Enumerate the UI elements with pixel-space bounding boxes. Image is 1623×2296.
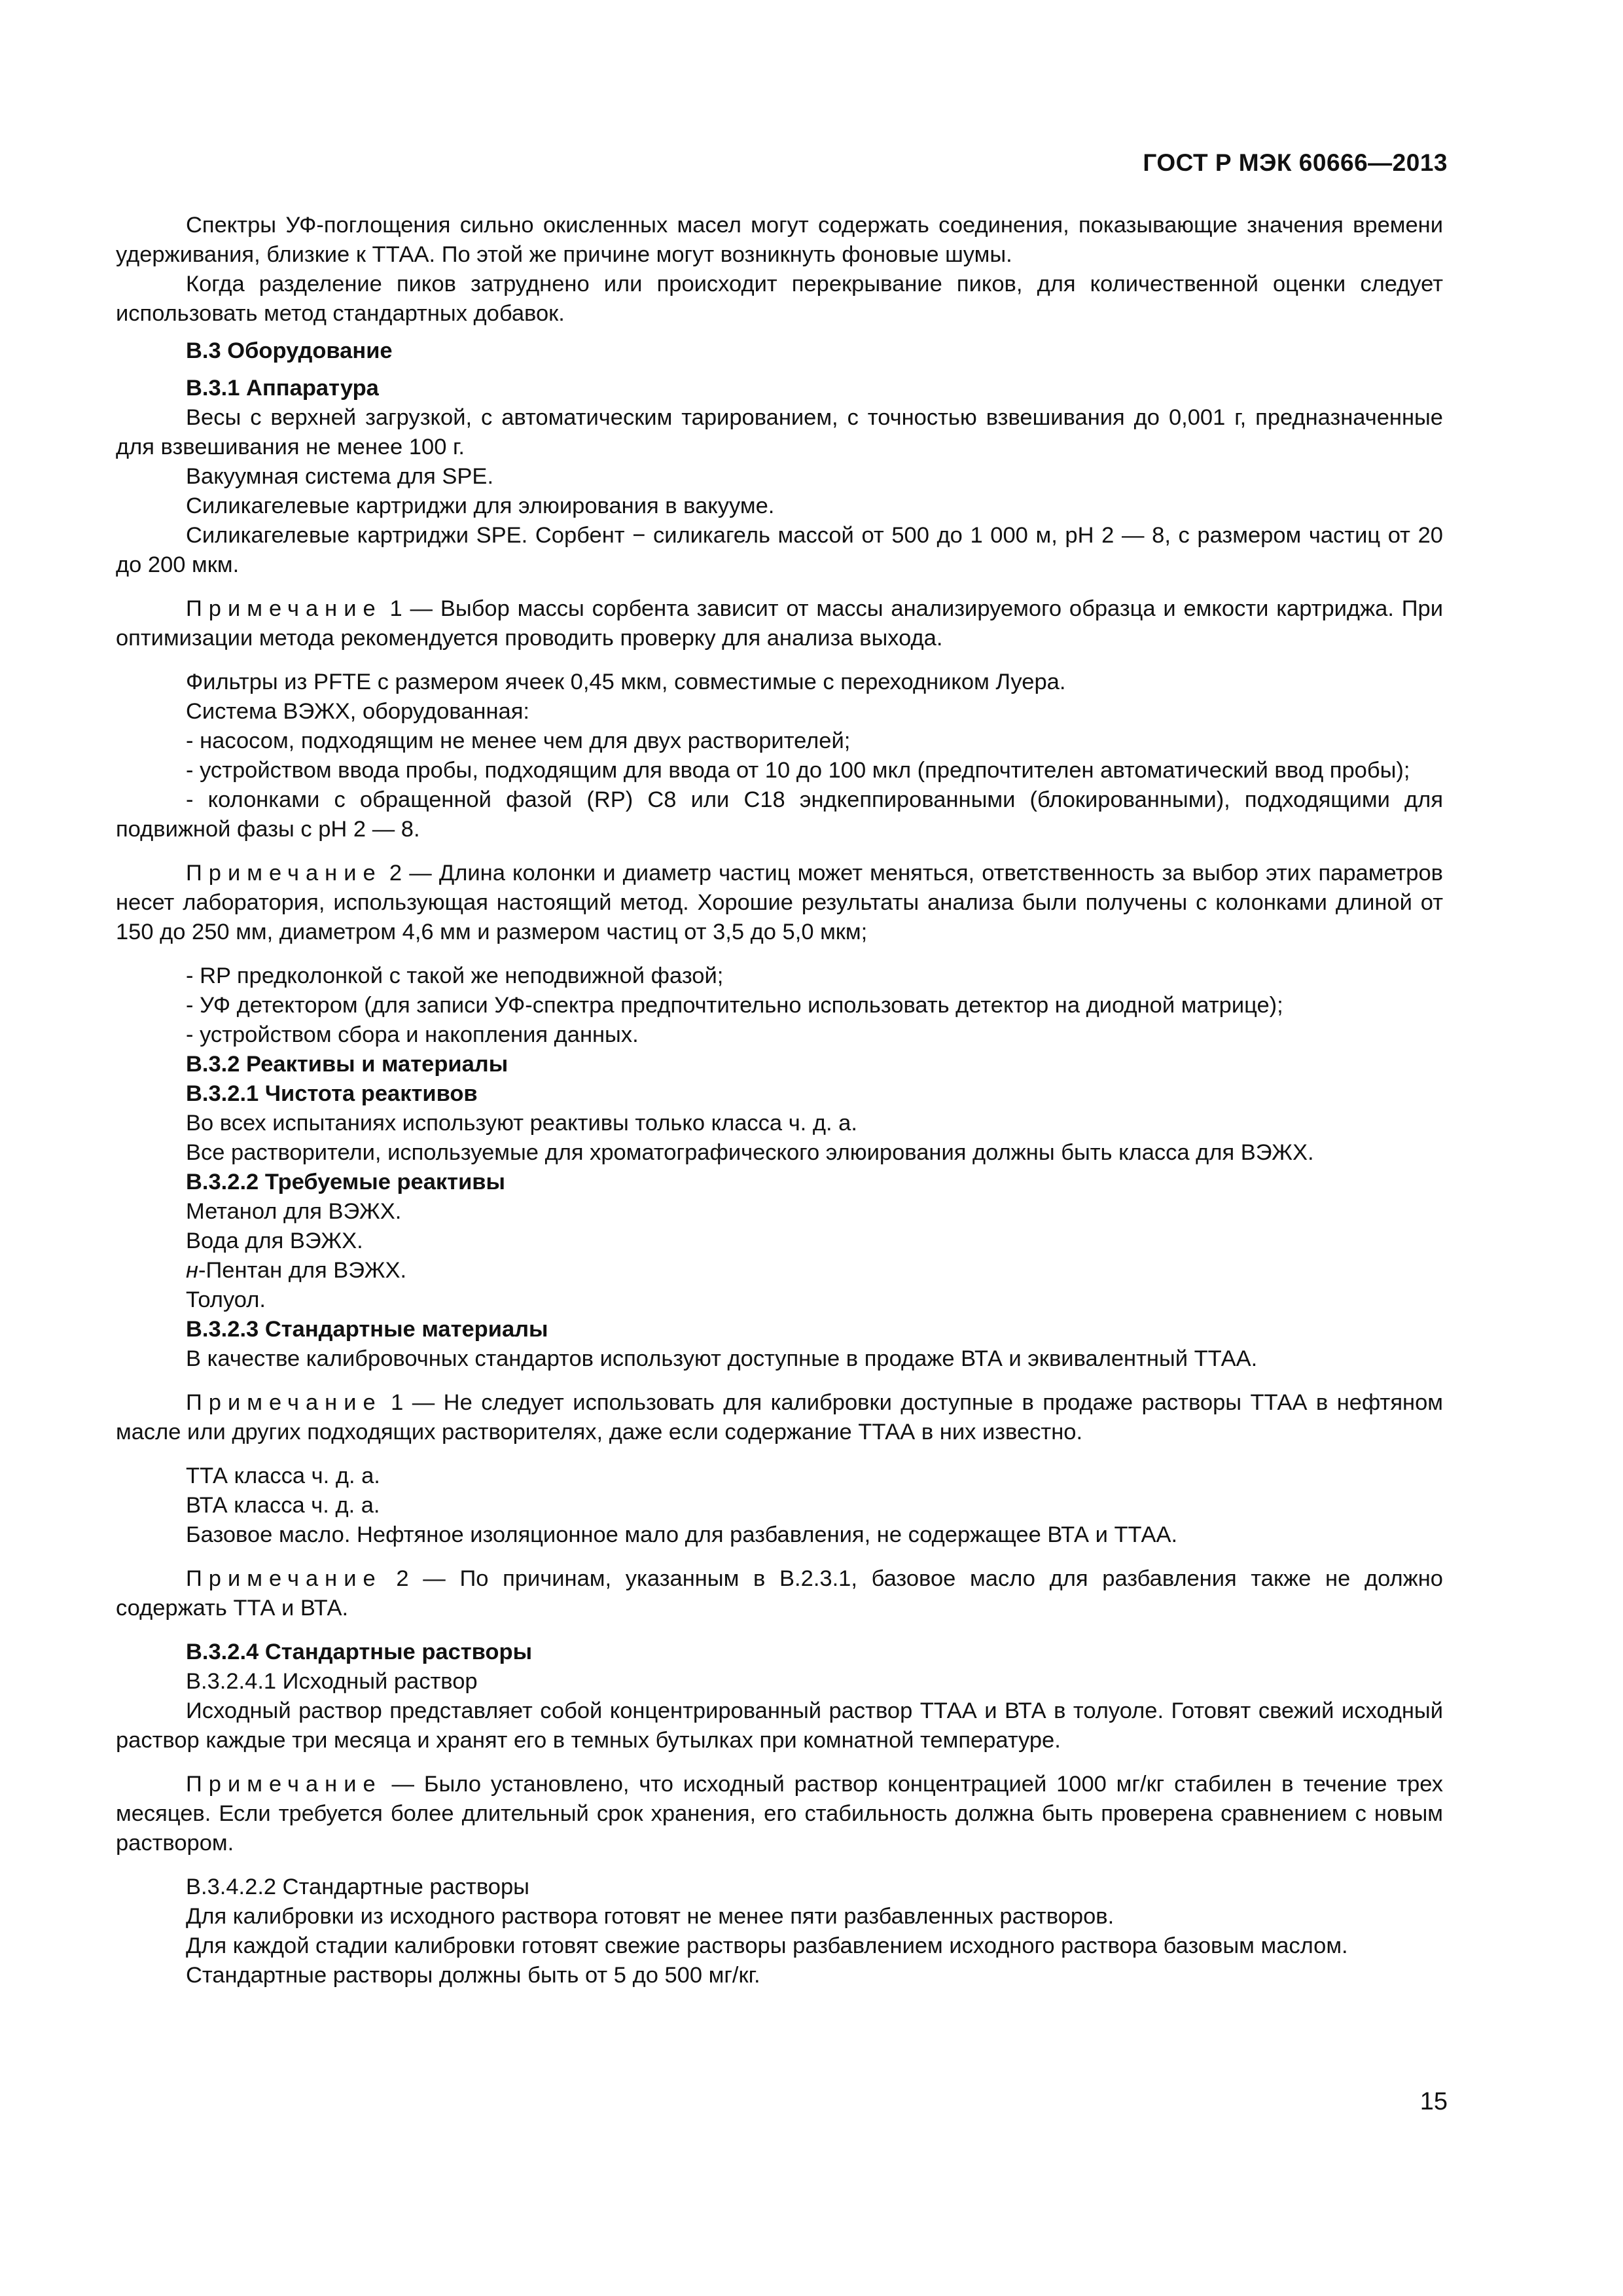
- paragraph: В качестве калибровочных стандартов используют доступные в продаже ВТА и эквивалентный ТТАА.: [186, 1346, 1258, 1371]
- note: [116, 859, 1443, 947]
- note-text: — Было установлено, что исходный раствор концентрацией 1000 мг/кг стабилен в течение трех месяцев. Если требуется более длительный срок хранения, его стабильность должна быть проверена сравнением с новым раствором.: [116, 1772, 1443, 1856]
- note-label: Примечание: [186, 1390, 382, 1415]
- section-heading: В.3.2.4 Стандартные растворы: [186, 1640, 533, 1664]
- document-header: ГОСТ Р МЭК 60666—2013: [1143, 149, 1448, 176]
- list-item: - насосом, подходящим не менее чем для двух растворителей;: [186, 728, 851, 753]
- paragraph: Для калибровки из исходного раствора готовят не менее пяти разбавленных растворов.: [186, 1904, 1115, 1929]
- section-heading: В.3.2.3 Стандартные материалы: [186, 1317, 548, 1342]
- paragraph: Спектры УФ-поглощения сильно окисленных масел могут содержать соединения, показывающие значения времени удерживания, близкие к ТТАА. По этой же причине могут возникнуть фоновые шумы.: [116, 213, 1443, 267]
- paragraph: Метанол для ВЭЖХ.: [186, 1199, 402, 1224]
- list-item: - УФ детектором (для записи УФ-спектра предпочтительно использовать детектор на диодной матрице);: [186, 993, 1283, 1018]
- paragraph: ВТА класса ч. д. а.: [186, 1493, 380, 1518]
- section-heading: В.3.2.1 Чистота реактивов: [186, 1081, 478, 1106]
- note-label: Примечание: [186, 596, 382, 621]
- section-heading: В.3.2 Реактивы и материалы: [186, 1052, 508, 1077]
- note-text: 2 — Длина колонки и диаметр частиц может меняться, ответственность за выбор этих параметров несет лаборатория, использующая настоящий метод. Хорошие результаты анализа были получены с колонками длиной от 150 до 250 мм, диаметром 4,6 мм и размером частиц от 3,5 до 5,0 мкм;: [116, 861, 1443, 944]
- note-text: 2 — По причинам, указанным в В.2.3.1, базовое масло для разбавления также не должно содержать ТТА и ВТА.: [116, 1566, 1443, 1621]
- note-text: 1 — Выбор массы сорбента зависит от массы анализируемого образца и емкости картриджа. При оптимизации метода рекомендуется проводить проверку для анализа выхода.: [116, 596, 1443, 651]
- paragraph: Силикагелевые картриджи SPE. Сорбент − силикагель массой от 500 до 1 000 м, рН 2 — 8, с размером частиц от 20 до 200 мкм.: [116, 523, 1443, 577]
- paragraph: Система ВЭЖХ, оборудованная:: [186, 699, 529, 724]
- list-item: - RP предколонкой с такой же неподвижной фазой;: [186, 963, 724, 988]
- paragraph: Исходный раствор представляет собой концентрированный раствор ТТАА и ВТА в толуоле. Готовят свежий исходный раствор каждые три месяца и хранят его в темных бутылках при комнатной температуре.: [116, 1698, 1443, 1753]
- paragraph: Весы с верхней загрузкой, с автоматическим тарированием, с точностью взвешивания до 0,001 г, предназначенные для взвешивания не менее 100 г.: [116, 405, 1443, 459]
- note: [116, 1388, 1443, 1447]
- paragraph: В.3.4.2.2 Стандартные растворы: [186, 1874, 529, 1899]
- paragraph: Базовое масло. Нефтяное изоляционное мало для разбавления, не содержащее ВТА и ТТАА.: [186, 1522, 1178, 1547]
- italic-prefix: н: [186, 1258, 198, 1283]
- note-label: Примечание: [186, 1566, 382, 1591]
- paragraph: Толуол.: [186, 1287, 266, 1312]
- paragraph: Когда разделение пиков затруднено или происходит перекрывание пиков, для количественной оценки следует использовать метод стандартных добавок.: [116, 272, 1443, 326]
- note: [116, 594, 1443, 653]
- paragraph: Силикагелевые картриджи для элюирования в вакууме.: [186, 493, 775, 518]
- list-item: - устройством сбора и накопления данных.: [186, 1022, 639, 1047]
- note-label: Примечание: [186, 861, 382, 886]
- list-item: - колонками с обращенной фазой (RP) С8 или С18 эндкеппированными (блокированными), подходящими для подвижной фазы с рН 2 — 8.: [116, 787, 1443, 842]
- list-item: - устройством ввода пробы, подходящим для ввода от 10 до 100 мкл (предпочтителен автоматический ввод пробы);: [186, 758, 1410, 783]
- section-heading: В.3.1 Аппаратура: [186, 376, 379, 401]
- note: [116, 1564, 1443, 1623]
- note-text: 1 — Не следует использовать для калибровки доступные в продаже растворы ТТАА в нефтяном масле или других подходящих растворителях, даже если содержание ТТАА в них известно.: [116, 1390, 1443, 1444]
- page-number: 15: [1419, 2088, 1448, 2115]
- paragraph-text: -Пентан для ВЭЖХ.: [198, 1258, 407, 1283]
- paragraph: [116, 1256, 1443, 1285]
- paragraph: ТТА класса ч. д. а.: [186, 1463, 380, 1488]
- paragraph: Во всех испытаниях используют реактивы только класса ч. д. а.: [186, 1111, 857, 1136]
- document-body: [116, 211, 1443, 1990]
- section-heading: В.3 Оборудование: [186, 338, 393, 363]
- paragraph: Фильтры из PFTE с размером ячеек 0,45 мкм, совместимые с переходником Луера.: [186, 670, 1066, 694]
- paragraph: Все растворители, используемые для хроматографического элюирования должны быть класса для ВЭЖХ.: [186, 1140, 1314, 1165]
- paragraph: Вакуумная система для SPE.: [186, 464, 494, 489]
- paragraph: Стандартные растворы должны быть от 5 до 500 мг/кг.: [186, 1963, 760, 1988]
- note: [116, 1770, 1443, 1858]
- section-heading: В.3.2.2 Требуемые реактивы: [186, 1170, 505, 1194]
- paragraph: Для каждой стадии калибровки готовят свежие растворы разбавлением исходного раствора базовым маслом.: [186, 1933, 1348, 1958]
- note-label: Примечание: [186, 1772, 382, 1797]
- paragraph: Вода для ВЭЖХ.: [186, 1229, 363, 1253]
- paragraph: В.3.2.4.1 Исходный раствор: [186, 1669, 478, 1694]
